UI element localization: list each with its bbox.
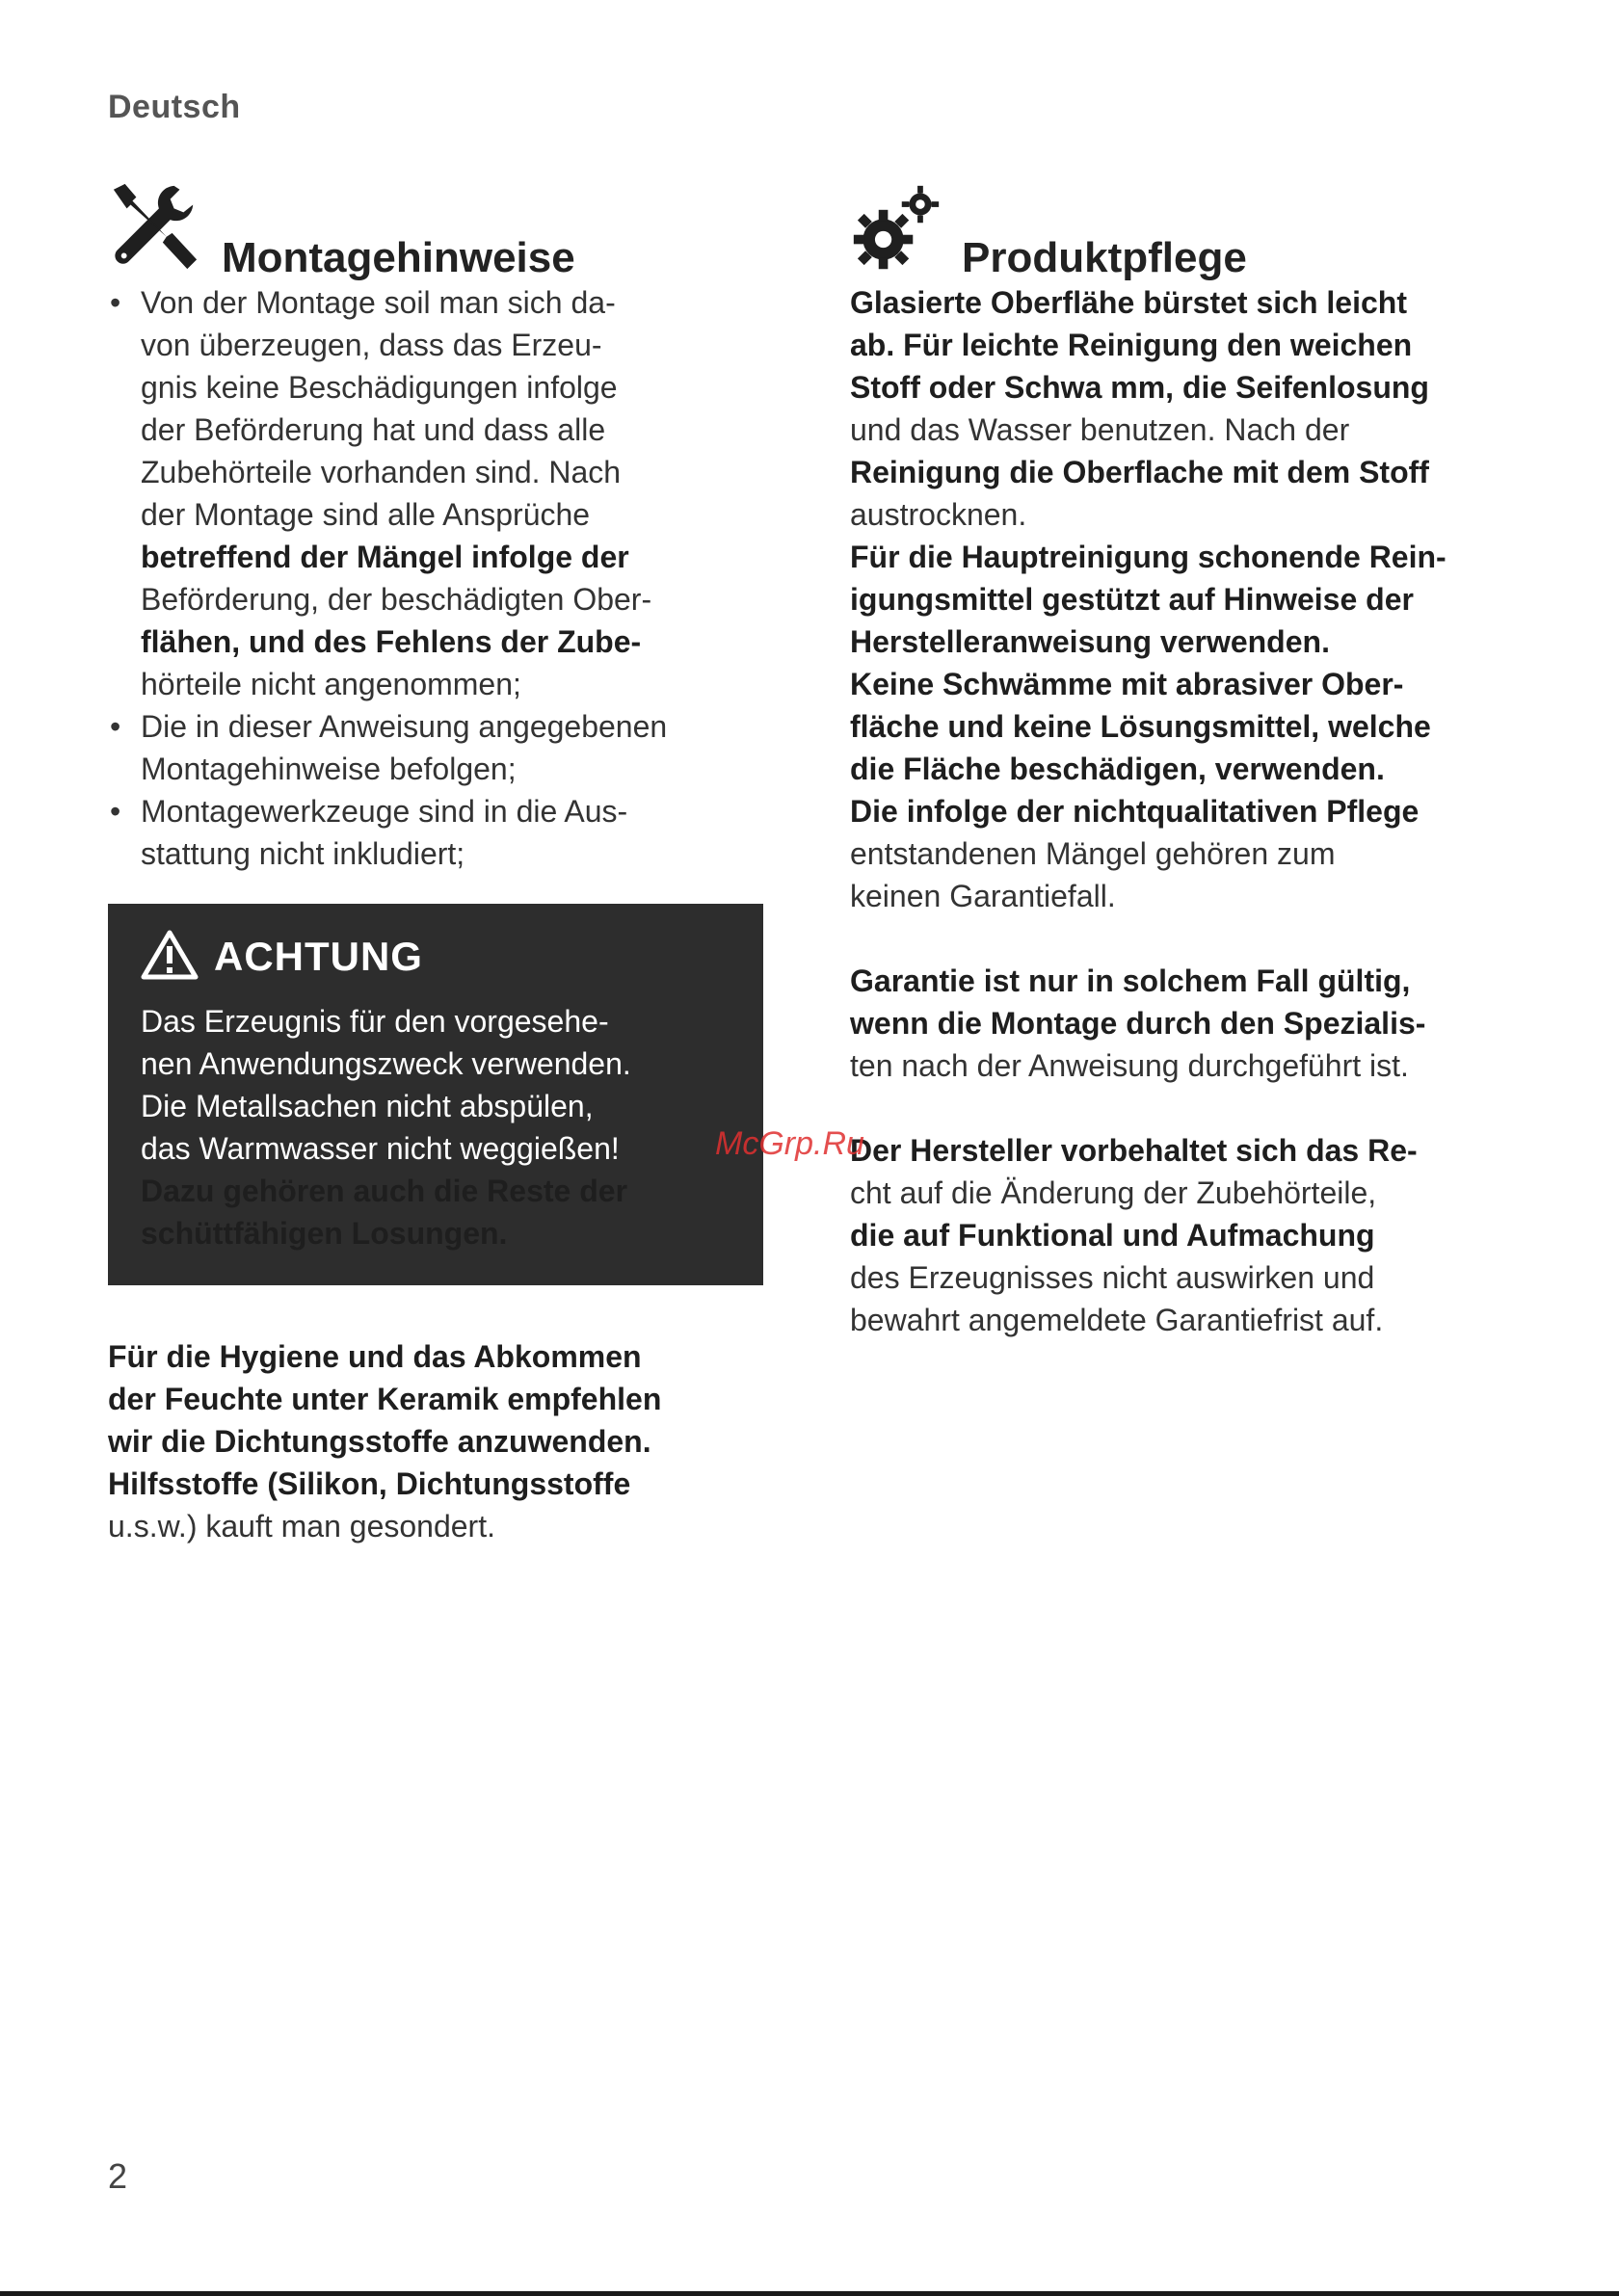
paragraph-gap (850, 917, 1525, 960)
text-line: Hilfsstoffe (Silikon, Dichtungsstoffe (108, 1466, 631, 1501)
text-line: die Fläche beschädigen, verwenden. (850, 752, 1385, 786)
text-line: gnis keine Beschädigungen infolge (141, 370, 618, 405)
text-line: die auf Funktional und Aufmachung (850, 1218, 1375, 1253)
text-line: Reinigung die Oberflache mit dem Stoff (850, 455, 1429, 489)
care-text (850, 281, 1525, 1341)
care-paragraph (850, 1129, 1525, 1341)
care-title: Produktpflege (962, 234, 1247, 281)
care-heading (850, 173, 1525, 279)
text-line: bewahrt angemeldete Garantiefrist auf. (850, 1303, 1384, 1337)
text-line: wenn die Montage durch den Spezialis- (850, 1006, 1426, 1041)
warning-header (141, 925, 730, 989)
text-line: Herstelleranweisung verwenden. (850, 624, 1330, 659)
text-line: Die in dieser Anweisung angegebenen (141, 709, 668, 744)
text-line: igungsmittel gestützt auf Hinweise der (850, 582, 1414, 617)
text-line: austrocknen. (850, 497, 1027, 532)
text-line: des Erzeugnisses nicht auswirken und (850, 1260, 1375, 1295)
paragraph-gap (850, 1087, 1525, 1129)
text-line: Beförderung, der beschädigten Ober- (141, 582, 652, 617)
warning-title: ACHTUNG (214, 934, 423, 979)
text-line: Stoff oder Schwa mm, die Seifenlosung (850, 370, 1429, 405)
text-line: flähen, und des Fehlens der Zube- (141, 624, 642, 659)
text-line: Montagewerkzeuge sind in die Aus- (141, 794, 628, 829)
tools-icon (108, 180, 202, 279)
bullet-icon: • (110, 285, 121, 320)
text-line: der Feuchte unter Keramik empfehlen (108, 1382, 662, 1416)
bullet-icon: • (110, 794, 121, 829)
bottom-rule (0, 2291, 1619, 2296)
warning-box (108, 904, 763, 1285)
text-line: ten nach der Anweisung durchgeführt ist. (850, 1048, 1409, 1083)
list-item (108, 281, 763, 705)
text-line: und das Wasser benutzen. Nach der (850, 412, 1350, 447)
text-line: hörteile nicht angenommen; (141, 667, 521, 701)
watermark: McGrp.Ru (715, 1125, 864, 1162)
text-line: u.s.w.) kauft man gesondert. (108, 1509, 495, 1544)
text-line: nen Anwendungszweck verwenden. (141, 1046, 631, 1081)
text-line: Keine Schwämme mit abrasiver Ober- (850, 667, 1404, 701)
text-line: von überzeugen, dass das Erzeu- (141, 328, 602, 362)
text-line: Glasierte Oberflähe bürstet sich leicht (850, 285, 1407, 320)
text-line: schüttfähigen Losungen. (141, 1216, 508, 1251)
text-line: der Montage sind alle Ansprüche (141, 497, 591, 532)
care-paragraph (850, 960, 1525, 1087)
care-section (850, 173, 1525, 1341)
text-line: Das Erzeugnis für den vorgesehe- (141, 1004, 609, 1039)
text-line: Für die Hauptreinigung schonende Rein- (850, 540, 1446, 574)
assembly-section (108, 173, 763, 875)
text-line: ab. Für leichte Reinigung den weichen (850, 328, 1413, 362)
text-line: keinen Garantiefall. (850, 879, 1116, 913)
text-line: entstandenen Mängel gehören zum (850, 836, 1336, 871)
text-line: das Warmwasser nicht weggießen! (141, 1131, 620, 1166)
text-line: Für die Hygiene und das Abkommen (108, 1339, 642, 1374)
text-line: betreffend der Mängel infolge der (141, 540, 629, 574)
page-number: 2 (108, 2156, 128, 2196)
text-line: Die infolge der nichtqualitativen Pflege (850, 794, 1420, 829)
text-line: fläche und keine Lösungsmittel, welche (850, 709, 1431, 744)
assembly-heading (108, 173, 763, 279)
text-line: der Beförderung hat und dass alle (141, 412, 606, 447)
text-line: Garantie ist nur in solchem Fall gültig, (850, 963, 1411, 998)
warning-triangle-icon (141, 930, 199, 985)
text-line: Die Metallsachen nicht abspülen, (141, 1089, 594, 1123)
assembly-list (108, 281, 763, 875)
assembly-title: Montagehinweise (222, 234, 575, 281)
text-line: Montagehinweise befolgen; (141, 752, 517, 786)
warning-text (141, 1000, 730, 1254)
text-line: Der Hersteller vorbehaltet sich das Re- (850, 1133, 1418, 1168)
list-item (108, 705, 763, 790)
text-line: wir die Dichtungsstoffe anzuwenden. (108, 1424, 651, 1459)
bullet-icon: • (110, 709, 121, 744)
text-line: cht auf die Änderung der Zubehörteile, (850, 1175, 1377, 1210)
language-label: Deutsch (108, 89, 241, 125)
text-line: stattung nicht inkludiert; (141, 836, 465, 871)
text-line: Zubehörteile vorhanden sind. Nach (141, 455, 622, 489)
text-line: Von der Montage soil man sich da- (141, 285, 616, 320)
hygiene-paragraph (108, 1335, 783, 1547)
care-paragraph (850, 281, 1525, 917)
list-item (108, 790, 763, 875)
gears-icon (850, 182, 942, 279)
text-line: Dazu gehören auch die Reste der (141, 1174, 628, 1208)
